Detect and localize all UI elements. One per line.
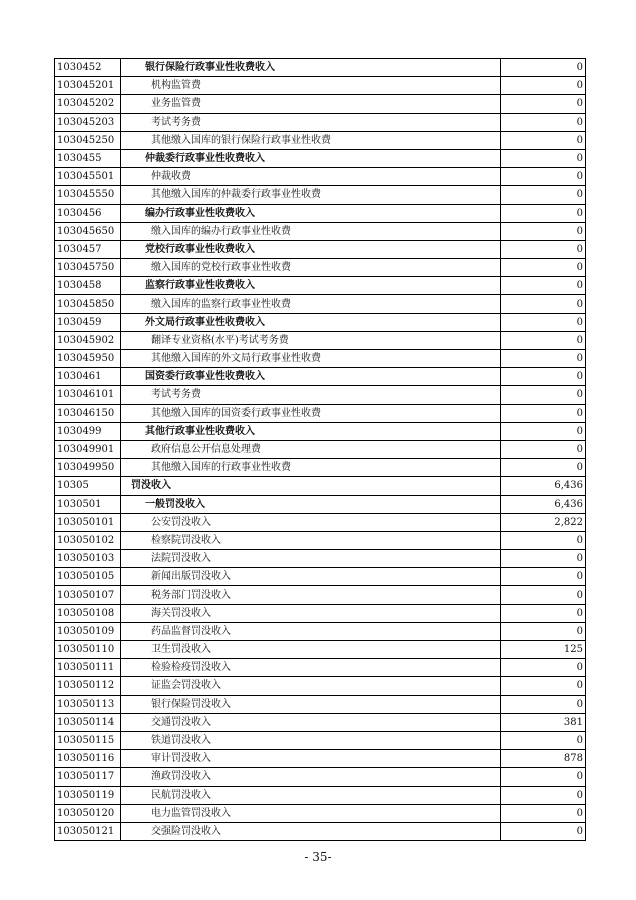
subject-code-cell: 103050101 xyxy=(55,513,121,531)
table-row xyxy=(55,368,586,386)
amount-cell: 0 xyxy=(501,222,586,240)
amount-cell: 0 xyxy=(501,731,586,749)
table-row xyxy=(55,168,586,186)
amount-cell: 0 xyxy=(501,277,586,295)
subject-name-cell: 其他缴入国库的仲裁委行政事业性收费 xyxy=(121,186,501,204)
table-row xyxy=(55,604,586,622)
amount-cell: 0 xyxy=(501,295,586,313)
subject-code-cell: 103050108 xyxy=(55,604,121,622)
subject-code-cell: 10305 xyxy=(55,477,121,495)
table-row xyxy=(55,713,586,731)
amount-cell: 6,436 xyxy=(501,495,586,513)
amount-cell: 0 xyxy=(501,659,586,677)
table-row xyxy=(55,786,586,804)
subject-code-cell: 103050107 xyxy=(55,586,121,604)
table-row xyxy=(55,677,586,695)
table-row xyxy=(55,822,586,840)
amount-cell: 125 xyxy=(501,641,586,659)
subject-name-cell: 仲裁委行政事业性收费收入 xyxy=(121,149,501,167)
subject-name-cell: 机构监管费 xyxy=(121,77,501,95)
subject-name-cell: 铁道罚没收入 xyxy=(121,731,501,749)
subject-code-cell: 103050109 xyxy=(55,622,121,640)
subject-name-cell: 业务监管费 xyxy=(121,95,501,113)
subject-name-cell: 考试考务费 xyxy=(121,113,501,131)
table-row xyxy=(55,422,586,440)
subject-code-cell: 103050120 xyxy=(55,804,121,822)
amount-cell: 0 xyxy=(501,604,586,622)
subject-code-cell: 103045902 xyxy=(55,331,121,349)
subject-name-cell: 监察行政事业性收费收入 xyxy=(121,277,501,295)
amount-cell: 0 xyxy=(501,550,586,568)
table-row xyxy=(55,186,586,204)
subject-name-cell: 外文局行政事业性收费收入 xyxy=(121,313,501,331)
amount-cell: 0 xyxy=(501,113,586,131)
table-row xyxy=(55,750,586,768)
subject-code-cell: 103045202 xyxy=(55,95,121,113)
amount-cell: 878 xyxy=(501,750,586,768)
subject-name-cell: 法院罚没收入 xyxy=(121,550,501,568)
table-row xyxy=(55,495,586,513)
subject-code-cell: 103050119 xyxy=(55,786,121,804)
amount-cell: 0 xyxy=(501,768,586,786)
subject-name-cell: 卫生罚没收入 xyxy=(121,641,501,659)
subject-code-cell: 103045203 xyxy=(55,113,121,131)
subject-code-cell: 1030501 xyxy=(55,495,121,513)
subject-name-cell: 交强险罚没收入 xyxy=(121,822,501,840)
subject-code-cell: 103050105 xyxy=(55,568,121,586)
table-row xyxy=(55,240,586,258)
subject-code-cell: 103050115 xyxy=(55,731,121,749)
table-row xyxy=(55,586,586,604)
subject-name-cell: 翻译专业资格(水平)考试考务费 xyxy=(121,331,501,349)
amount-cell: 0 xyxy=(501,695,586,713)
subject-code-cell: 103045650 xyxy=(55,222,121,240)
amount-cell: 0 xyxy=(501,168,586,186)
amount-cell: 2,822 xyxy=(501,513,586,531)
amount-cell: 0 xyxy=(501,186,586,204)
subject-name-cell: 公安罚没收入 xyxy=(121,513,501,531)
table-row xyxy=(55,404,586,422)
table-row xyxy=(55,659,586,677)
subject-name-cell: 一般罚没收入 xyxy=(121,495,501,513)
subject-code-cell: 103049901 xyxy=(55,440,121,458)
table-row xyxy=(55,695,586,713)
subject-code-cell: 103050102 xyxy=(55,531,121,549)
table-row xyxy=(55,59,586,77)
amount-cell: 0 xyxy=(501,368,586,386)
subject-name-cell: 缴入国库的编办行政事业性收费 xyxy=(121,222,501,240)
amount-cell: 0 xyxy=(501,822,586,840)
subject-name-cell: 审计罚没收入 xyxy=(121,750,501,768)
subject-name-cell: 其他缴入国库的行政事业性收费 xyxy=(121,459,501,477)
amount-cell: 6,436 xyxy=(501,477,586,495)
table-row xyxy=(55,350,586,368)
subject-code-cell: 1030455 xyxy=(55,149,121,167)
table-body xyxy=(55,59,586,841)
subject-name-cell: 党校行政事业性收费收入 xyxy=(121,240,501,258)
subject-name-cell: 政府信息公开信息处理费 xyxy=(121,440,501,458)
subject-name-cell: 其他缴入国库的外文局行政事业性收费 xyxy=(121,350,501,368)
amount-cell: 0 xyxy=(501,404,586,422)
subject-name-cell: 税务部门罚没收入 xyxy=(121,586,501,604)
subject-name-cell: 民航罚没收入 xyxy=(121,786,501,804)
subject-code-cell: 1030452 xyxy=(55,59,121,77)
amount-cell: 381 xyxy=(501,713,586,731)
table-row xyxy=(55,641,586,659)
table-row xyxy=(55,313,586,331)
amount-cell: 0 xyxy=(501,531,586,549)
subject-name-cell: 检验检疫罚没收入 xyxy=(121,659,501,677)
amount-cell: 0 xyxy=(501,77,586,95)
table-row xyxy=(55,477,586,495)
subject-code-cell: 103046150 xyxy=(55,404,121,422)
amount-cell: 0 xyxy=(501,259,586,277)
amount-cell: 0 xyxy=(501,131,586,149)
table-row xyxy=(55,204,586,222)
amount-cell: 0 xyxy=(501,568,586,586)
subject-name-cell: 编办行政事业性收费收入 xyxy=(121,204,501,222)
subject-name-cell: 渔政罚没收入 xyxy=(121,768,501,786)
subject-name-cell: 国资委行政事业性收费收入 xyxy=(121,368,501,386)
subject-code-cell: 103050112 xyxy=(55,677,121,695)
table-row xyxy=(55,95,586,113)
amount-cell: 0 xyxy=(501,95,586,113)
subject-code-cell: 103045750 xyxy=(55,259,121,277)
table-row xyxy=(55,459,586,477)
subject-name-cell: 交通罚没收入 xyxy=(121,713,501,731)
subject-name-cell: 缴入国库的党校行政事业性收费 xyxy=(121,259,501,277)
subject-name-cell: 电力监管罚没收入 xyxy=(121,804,501,822)
subject-code-cell: 103050113 xyxy=(55,695,121,713)
amount-cell: 0 xyxy=(501,804,586,822)
table-row xyxy=(55,568,586,586)
subject-code-cell: 103045950 xyxy=(55,350,121,368)
subject-name-cell: 其他行政事业性收费收入 xyxy=(121,422,501,440)
table-row xyxy=(55,622,586,640)
amount-cell: 0 xyxy=(501,422,586,440)
table-row xyxy=(55,550,586,568)
subject-name-cell: 证监会罚没收入 xyxy=(121,677,501,695)
subject-code-cell: 103045201 xyxy=(55,77,121,95)
table-row xyxy=(55,131,586,149)
table-row xyxy=(55,731,586,749)
amount-cell: 0 xyxy=(501,149,586,167)
table-row xyxy=(55,804,586,822)
amount-cell: 0 xyxy=(501,59,586,77)
table-row xyxy=(55,113,586,131)
table-row xyxy=(55,222,586,240)
budget-revenue-table xyxy=(54,58,586,841)
subject-name-cell: 其他缴入国库的国资委行政事业性收费 xyxy=(121,404,501,422)
subject-name-cell: 罚没收入 xyxy=(121,477,501,495)
subject-code-cell: 103045250 xyxy=(55,131,121,149)
subject-name-cell: 其他缴入国库的银行保险行政事业性收费 xyxy=(121,131,501,149)
table-row xyxy=(55,277,586,295)
amount-cell: 0 xyxy=(501,786,586,804)
table-row xyxy=(55,77,586,95)
subject-name-cell: 缴入国库的监察行政事业性收费 xyxy=(121,295,501,313)
table-row xyxy=(55,149,586,167)
subject-name-cell: 检察院罚没收入 xyxy=(121,531,501,549)
table-row xyxy=(55,513,586,531)
subject-code-cell: 103050103 xyxy=(55,550,121,568)
table-row xyxy=(55,768,586,786)
table-row xyxy=(55,295,586,313)
amount-cell: 0 xyxy=(501,440,586,458)
subject-name-cell: 银行保险行政事业性收费收入 xyxy=(121,59,501,77)
amount-cell: 0 xyxy=(501,386,586,404)
amount-cell: 0 xyxy=(501,622,586,640)
table-row xyxy=(55,440,586,458)
amount-cell: 0 xyxy=(501,677,586,695)
subject-name-cell: 考试考务费 xyxy=(121,386,501,404)
table-row xyxy=(55,531,586,549)
amount-cell: 0 xyxy=(501,350,586,368)
subject-name-cell: 药品监督罚没收入 xyxy=(121,622,501,640)
subject-code-cell: 103045550 xyxy=(55,186,121,204)
subject-code-cell: 103045501 xyxy=(55,168,121,186)
subject-code-cell: 103050114 xyxy=(55,713,121,731)
subject-name-cell: 海关罚没收入 xyxy=(121,604,501,622)
amount-cell: 0 xyxy=(501,313,586,331)
subject-code-cell: 103049950 xyxy=(55,459,121,477)
subject-code-cell: 103045850 xyxy=(55,295,121,313)
subject-code-cell: 1030499 xyxy=(55,422,121,440)
subject-name-cell: 新闻出版罚没收入 xyxy=(121,568,501,586)
subject-code-cell: 1030461 xyxy=(55,368,121,386)
amount-cell: 0 xyxy=(501,204,586,222)
amount-cell: 0 xyxy=(501,586,586,604)
subject-code-cell: 1030458 xyxy=(55,277,121,295)
subject-code-cell: 1030456 xyxy=(55,204,121,222)
table-row xyxy=(55,386,586,404)
table-row xyxy=(55,331,586,349)
amount-cell: 0 xyxy=(501,459,586,477)
subject-code-cell: 103050111 xyxy=(55,659,121,677)
subject-code-cell: 1030459 xyxy=(55,313,121,331)
subject-code-cell: 103050121 xyxy=(55,822,121,840)
subject-code-cell: 1030457 xyxy=(55,240,121,258)
subject-name-cell: 银行保险罚没收入 xyxy=(121,695,501,713)
amount-cell: 0 xyxy=(501,240,586,258)
amount-cell: 0 xyxy=(501,331,586,349)
table-row xyxy=(55,259,586,277)
page-number: - 35- xyxy=(304,850,332,864)
subject-name-cell: 仲裁收费 xyxy=(121,168,501,186)
subject-code-cell: 103050110 xyxy=(55,641,121,659)
subject-code-cell: 103050116 xyxy=(55,750,121,768)
subject-code-cell: 103050117 xyxy=(55,768,121,786)
subject-code-cell: 103046101 xyxy=(55,386,121,404)
